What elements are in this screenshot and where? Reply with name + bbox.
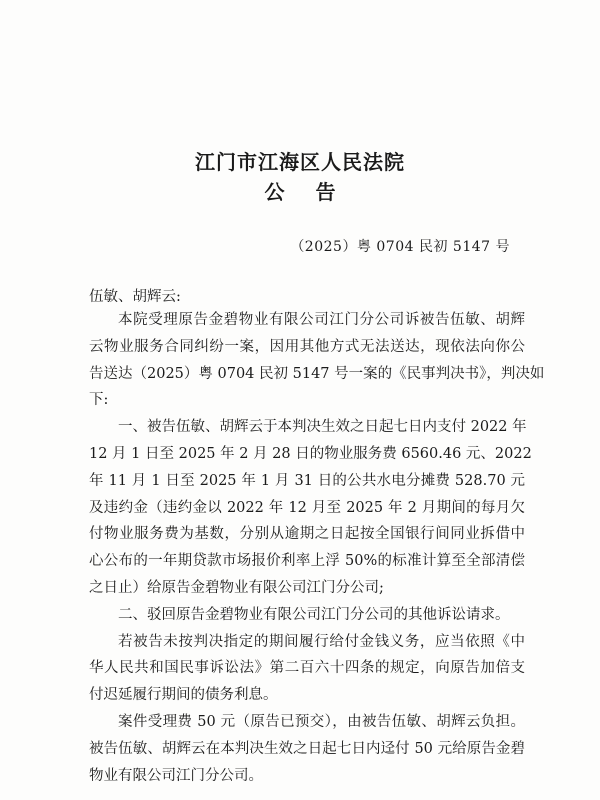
addressee: 伍敏、胡辉云: bbox=[89, 289, 181, 305]
body-line: 之日止）给原告金碧物业有限公司江门分公司; bbox=[89, 579, 384, 596]
court-name: 江门市江海区人民法院 bbox=[195, 150, 405, 174]
document-title: 公 告 bbox=[264, 180, 348, 204]
notice-body bbox=[89, 307, 545, 789]
body-line: 心公布的一年期贷款市场报价利率上浮 50%的标准计算至全部清偿 bbox=[89, 553, 525, 570]
body-line: 华人民共和国民事诉讼法》第二百六十四条的规定，向原告加倍支 bbox=[89, 660, 525, 677]
body-line: 下: bbox=[89, 392, 109, 409]
body-line: 付迟延履行期间的债务利息。 bbox=[89, 687, 278, 704]
body-line: 物业有限公司江门分公司。 bbox=[89, 767, 263, 784]
case-number: （2025）粤 0704 民初 5147 号 bbox=[290, 239, 510, 255]
body-line: 12 月 1 日至 2025 年 2 月 28 日的物业服务费 6560.46 元、2022 bbox=[89, 445, 532, 462]
body-line: 一、被告伍敏、胡辉云于本判决生效之日起七日内支付 2022 年 bbox=[118, 419, 527, 436]
body-line: 二、驳回原告金碧物业有限公司江门分公司的其他诉讼请求。 bbox=[118, 606, 510, 623]
body-line: 云物业服务合同纠纷一案，因用其他方式无法送达，现依法向你公 bbox=[89, 338, 525, 355]
body-line: 付物业服务费为基数，分别从逾期之日起按全国银行间同业拆借中 bbox=[89, 526, 525, 543]
body-line: 被告伍敏、胡辉云在本判决生效之日起七日内迳付 50 元给原告金碧 bbox=[89, 740, 525, 757]
body-line: 案件受理费 50 元（原告已预交），由被告伍敏、胡辉云负担。 bbox=[118, 713, 525, 730]
body-line: 本院受理原告金碧物业有限公司江门分公司诉被告伍敏、胡辉 bbox=[118, 312, 525, 328]
body-line: 及违约金（违约金以 2022 年 12 月至 2025 年 2 月期间的每月欠 bbox=[89, 499, 525, 516]
body-line: 年 11 月 1 日至 2025 年 1 月 31 日的公共水电分摊费 528.70 元 bbox=[89, 472, 525, 489]
body-line: 告送达（2025）粤 0704 民初 5147 号一案的《民事判决书》，判决如 bbox=[89, 365, 545, 382]
body-line: 若被告未按判决指定的期间履行给付金钱义务，应当依照《中 bbox=[118, 633, 525, 650]
